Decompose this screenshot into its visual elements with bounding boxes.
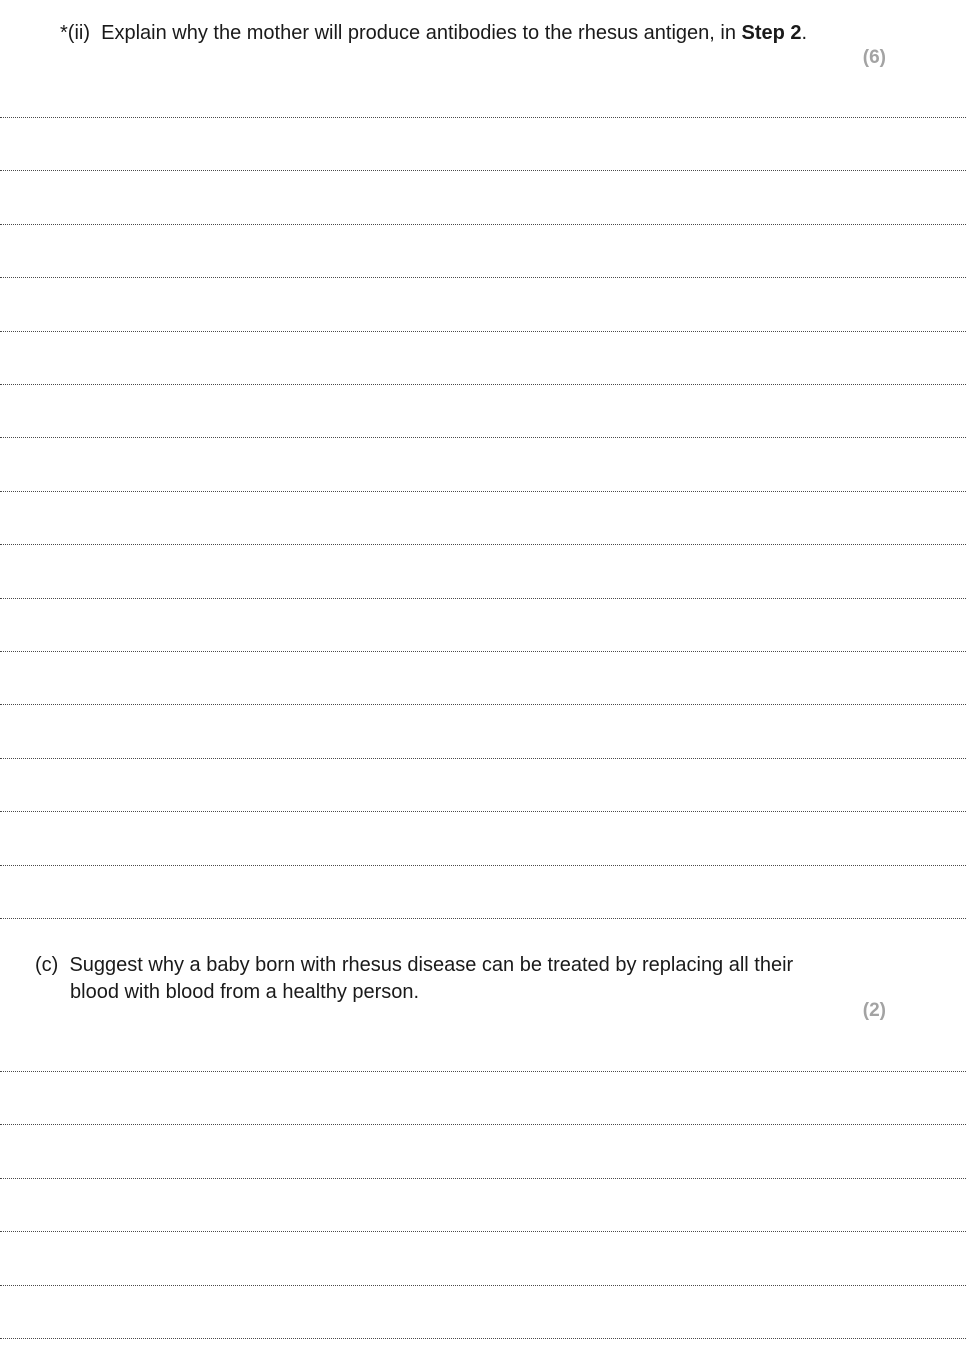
answer-line[interactable] bbox=[0, 437, 966, 438]
question-ii bbox=[60, 20, 807, 47]
answer-line[interactable] bbox=[0, 918, 966, 919]
answer-line[interactable] bbox=[0, 1124, 966, 1125]
question-ii-end: . bbox=[801, 22, 808, 44]
answer-line[interactable] bbox=[0, 651, 966, 652]
answer-line[interactable] bbox=[0, 491, 966, 492]
answer-line[interactable] bbox=[0, 277, 966, 278]
answer-line[interactable] bbox=[0, 1285, 966, 1286]
answer-line[interactable] bbox=[0, 598, 966, 599]
question-c bbox=[35, 952, 793, 1006]
answer-line[interactable] bbox=[0, 544, 966, 545]
answer-line[interactable] bbox=[0, 1071, 966, 1072]
answer-line[interactable] bbox=[0, 758, 966, 759]
answer-line[interactable] bbox=[0, 331, 966, 332]
answer-line[interactable] bbox=[0, 1231, 966, 1232]
answer-line[interactable] bbox=[0, 1338, 966, 1339]
answer-line[interactable] bbox=[0, 1178, 966, 1179]
answer-line[interactable] bbox=[0, 865, 966, 866]
answer-line[interactable] bbox=[0, 224, 966, 225]
answer-line[interactable] bbox=[0, 704, 966, 705]
answer-line[interactable] bbox=[0, 117, 966, 118]
question-c-line2: blood with blood from a healthy person. bbox=[70, 981, 420, 1003]
question-ii-text: Explain why the mother will produce antibodies to the rhesus antigen, in bbox=[101, 22, 736, 44]
answer-line[interactable] bbox=[0, 811, 966, 812]
answer-line[interactable] bbox=[0, 170, 966, 171]
question-ii-marks: (6) bbox=[862, 47, 886, 68]
question-c-marks: (2) bbox=[862, 1000, 886, 1021]
question-ii-number: *(ii) bbox=[60, 22, 90, 44]
question-c-line1: Suggest why a baby born with rhesus disease can be treated by replacing all their bbox=[69, 954, 794, 976]
question-c-number: (c) bbox=[35, 954, 59, 976]
question-ii-step: Step 2 bbox=[741, 22, 802, 44]
answer-line[interactable] bbox=[0, 384, 966, 385]
